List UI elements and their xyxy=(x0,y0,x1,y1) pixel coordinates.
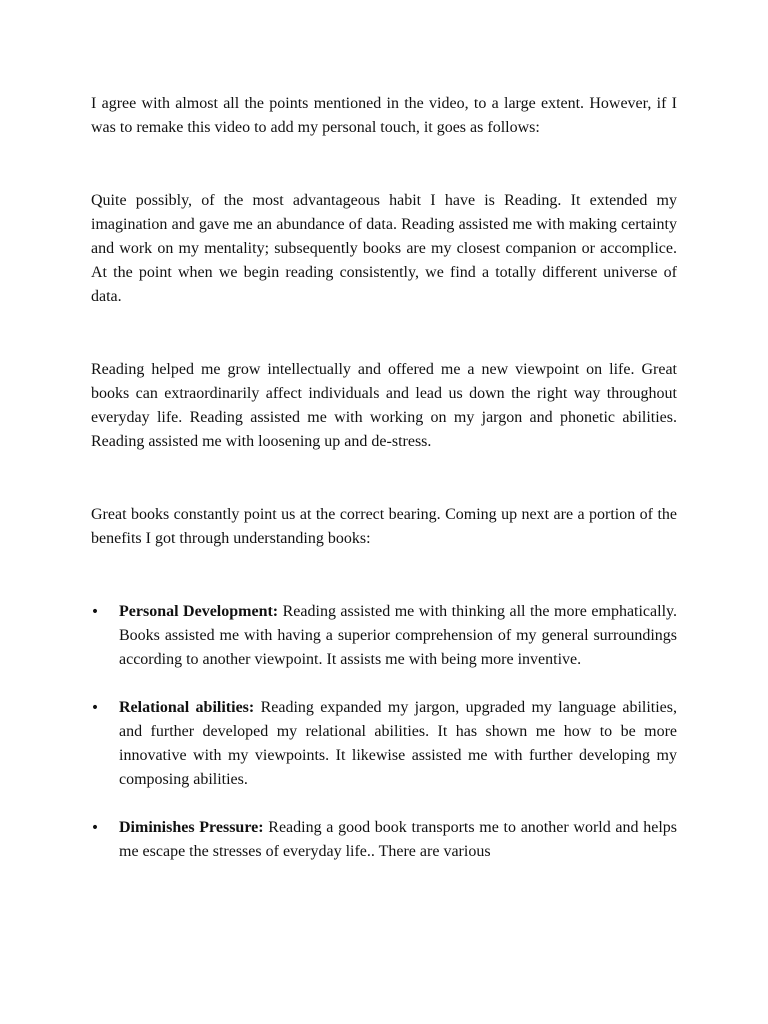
paragraph-benefits-intro: Great books constantly point us at the correct bearing. Coming up next are a portion of the benefits I got through understanding books: xyxy=(91,506,677,547)
list-item-text: Reading expanded my jargon, upgraded my language abilities, and further developed my relational abilities. It has shown me how to be more innovative with my viewpoints. It likewise assisted me with further developing my composing abilities. xyxy=(119,699,677,788)
paragraph-spacer xyxy=(91,140,677,189)
benefits-list xyxy=(91,600,677,864)
paragraph-reading-habit: Quite possibly, of the most advantageous habit I have is Reading. It extended my imagination and gave me an abundance of data. Reading assisted me with making certainty and work on my mentality; subsequently books are my closest companion or accomplice. At the point when we begin reading consistently, we find a totally different universe of data. xyxy=(91,192,677,305)
list-spacer xyxy=(91,792,677,816)
paragraph-intro: I agree with almost all the points mentioned in the video, to a large extent. However, if I was to remake this video to add my personal touch, it goes as follows: xyxy=(91,95,677,136)
document-page xyxy=(91,92,677,864)
bullet-icon: • xyxy=(90,700,100,716)
paragraph-spacer xyxy=(91,551,677,600)
list-item xyxy=(91,600,677,672)
list-item-text: Reading assisted me with thinking all the more emphatically. Books assisted me with having a superior comprehension of my general surroundings according to another viewpoint. It assists me with being more inventive. xyxy=(119,603,677,668)
list-item xyxy=(91,696,677,792)
list-item xyxy=(91,816,677,864)
list-spacer xyxy=(91,672,677,696)
paragraph-reading-growth: Reading helped me grow intellectually and offered me a new viewpoint on life. Great books can extraordinarily affect individuals and lead us down the right way throughout everyday life. Reading assisted me with working on my jargon and phonetic abilities. Reading assisted me with loosening up and de-stress. xyxy=(91,361,677,450)
list-item-heading: Personal Development: xyxy=(119,603,279,620)
list-item-text: Reading a good book transports me to another world and helps me escape the stresses of everyday life.. There are various xyxy=(119,819,677,860)
bullet-icon: • xyxy=(90,604,100,620)
list-item-heading: Diminishes Pressure: xyxy=(119,819,264,836)
bullet-icon: • xyxy=(90,820,100,836)
list-item-heading: Relational abilities: xyxy=(119,699,255,716)
paragraph-spacer xyxy=(91,309,677,358)
paragraph-spacer xyxy=(91,454,677,503)
